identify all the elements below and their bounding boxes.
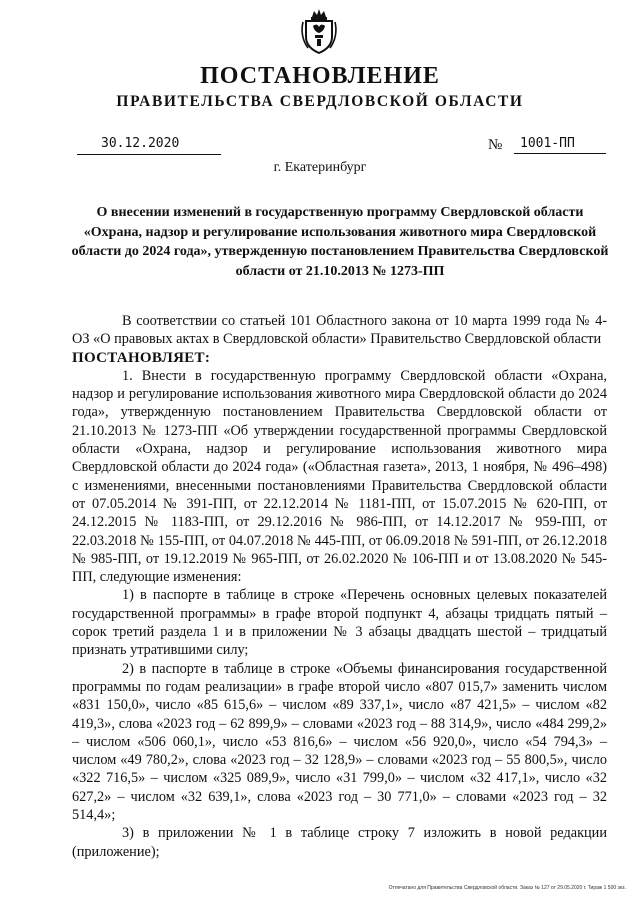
number-underline bbox=[514, 153, 606, 154]
resolves-label: ПОСТАНОВЛЯЕТ: bbox=[72, 349, 211, 366]
subitem-2-paragraph: 2) в паспорте в таблице в строке «Объемы финансирования государственной программы по годам реализации» в графе второй число «807 015,7» заменить числом «831 150,0», число «85 615,6» – числом «89 337,1», число «87 421,5» – числом «82 419,3», слова «2023 год – 62 899,9» – словами «2023 год – 88 314,9», число «484 299,2» – числом «506 060,1», число «53 816,6» – числом «56 920,0», число «54 794,3» – числом «49 780,2», слова «2023 год – 32 128,9» – словами «2023 год – 55 800,5», число «322 716,5» – числом «325 089,9», число «31 799,0» – числом «32 417,1», число «32 627,2» – числом «32 639,1», слова «2023 год – 30 771,0» – словами «2023 год – 32 514,4»; bbox=[72, 660, 607, 824]
subitem-1-paragraph: 1) в паспорте в таблице в строке «Перечень основных целевых показателей государственной программы» в графе второй подпункт 4, абзацы тридцать пятый – сорок третий раздела 1 и в приложении № 3 абзацы двадцать шестой – тридцатый признать утратившими силу; bbox=[72, 587, 607, 659]
date-field bbox=[77, 136, 221, 155]
number-sign: № bbox=[488, 137, 503, 153]
city-line: г. Екатеринбург bbox=[273, 160, 367, 175]
subitem-3-paragraph: 3) в приложении № 1 в таблице строку 7 изложить в новой редакции (приложение); bbox=[72, 825, 607, 860]
document-body bbox=[72, 312, 607, 861]
document-subtitle: ПРАВИТЕЛЬСТВА СВЕРДЛОВСКОЙ ОБЛАСТИ bbox=[116, 93, 524, 110]
document-date: 30.12.2020 bbox=[101, 136, 180, 151]
document-title: ПОСТАНОВЛЕНИЕ bbox=[200, 63, 440, 89]
intro-paragraph: В соответствии со статьей 101 Областного закона от 10 марта 1999 года № 4-ОЗ «О правовых актах в Свердловской области» Правительство Свердловской области bbox=[72, 313, 607, 348]
number-field bbox=[486, 136, 606, 154]
item-1-paragraph: 1. Внести в государственную программу Свердловской области «Охрана, надзор и регулирование использования животного мира Свердловской области до 2024 года», утвержденную постановлением Правительства Свердловской области от 21.10.2013 № 1273-ПП «Об утверждении государственной программы Свердловской области «Охрана, надзор и регулирование использования животного мира Свердловской области до 2024 года» («Областная газета», 2013, 1 ноября, № 496–498) с изменениями, внесенными постановлениями Правительства Свердловской области от 07.05.2014 № 391-ПП, от 22.12.2014 № 1181-ПП, от 15.07.2015 № 620-ПП, от 24.12.2015 № 1183-ПП, от 29.12.2016 № 986-ПП, от 14.12.2017 № 959-ПП, от 22.03.2018 № 155-ПП, от 04.07.2018 № 445-ПП, от 06.09.2018 № 591-ПП, от 26.12.2018 № 985-ПП, от 19.12.2019 № 965-ПП, от 26.02.2020 № 106-ПП и от 13.08.2020 № 545-ПП, следующие изменения: bbox=[72, 367, 607, 586]
coat-of-arms-emblem bbox=[300, 8, 338, 54]
document-number: 1001-ПП bbox=[520, 136, 575, 151]
print-footer-note: Отпечатано для Правительства Свердловской области. Заказ № 127 от 29.05.2020 г. Тираж 1 500 экз. bbox=[388, 885, 626, 891]
document-heading: О внесении изменений в государственную программу Свердловской области «Охрана, надзор и регулирование использования животного мира Свердловской области до 2024 года», утвержденную постановлением Правительства Свердловской области от 21.10.2013 № 1273-ПП bbox=[71, 205, 609, 279]
